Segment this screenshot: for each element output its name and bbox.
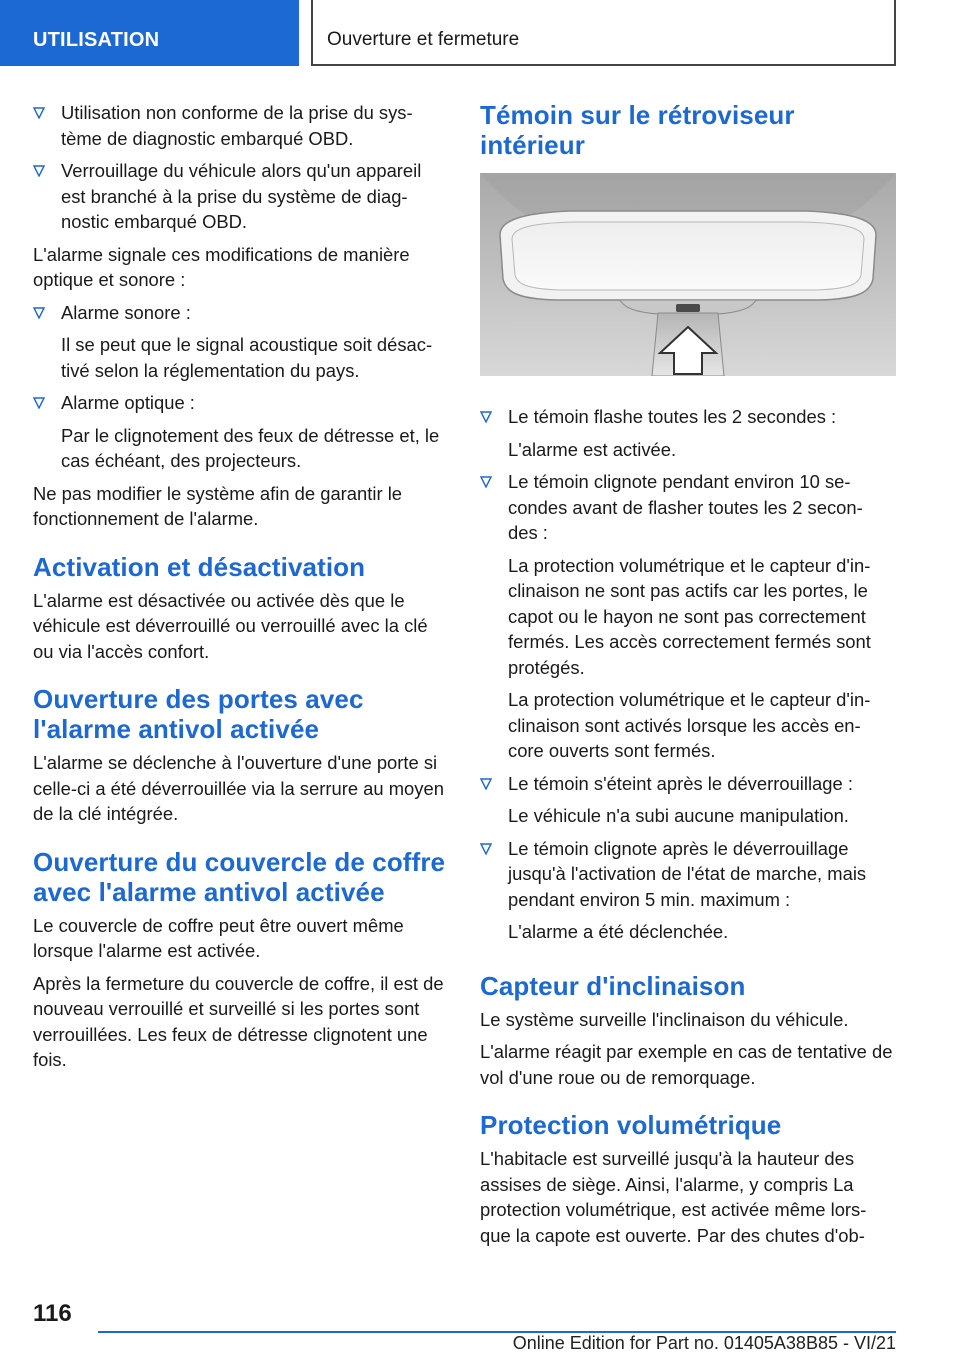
list-item-detail: La protection volumétrique et le capteur d'in‐ clinaison sont activés lorsque les accès en‐ core ouverts sont fermés. (508, 689, 871, 761)
list-item-detail: Il se peut que le signal acoustique soit désac‐ tivé selon la réglementation du pays. (61, 334, 433, 381)
chapter-title: Ouverture et fermeture (327, 29, 520, 50)
triangle-bullet-icon (480, 843, 492, 855)
paragraph: Le couvercle de coffre peut être ouvert même lorsque l'alarme est activée. (33, 914, 404, 961)
section-heading: Capteur d'inclinaison (480, 970, 746, 1001)
section-heading: Activation et désactivation (33, 551, 366, 582)
section-title: UTILISATION (33, 29, 160, 51)
triangle-bullet-icon (480, 411, 492, 423)
left-column (33, 100, 448, 1080)
paragraph: Ne pas modifier le système afin de garantir le fonctionnement de l'alarme. (33, 482, 403, 529)
section-tab (0, 0, 299, 66)
list-item (33, 390, 448, 416)
list-item-label: Alarme sonore : (61, 301, 191, 323)
section-heading: Protection volumétrique (480, 1110, 782, 1140)
list-item-label: Alarme optique : (61, 392, 195, 413)
triangle-bullet-icon (480, 778, 492, 790)
paragraph: L'alarme réagit par exemple en cas de tentative de vol d'une roue ou de remorquage. (480, 1041, 893, 1088)
list-item-detail: La protection volumétrique et le capteur d'in‐ clinaison ne sont pas actifs car les portes, le capot ou le hayon ne sont pas correctement fermés. Les accès correctement fermés sont protégés. (508, 554, 871, 678)
list-item-detail: L'alarme est activée. (508, 438, 677, 460)
paragraph: L'alarme signale ces modifications de manière optique et sonore : (33, 243, 410, 290)
triangle-bullet-icon (33, 307, 45, 319)
section-heading: Ouverture des portes avec l'alarme antivol activée (33, 684, 364, 744)
section-heading: Témoin sur le rétroviseur intérieur (480, 100, 795, 160)
list-item (480, 469, 896, 546)
list-item-text: Verrouillage du véhicule alors qu'un appareil est branché à la prise du système de diag‐ nostic embarqué OBD. (61, 160, 422, 232)
paragraph: Le système surveille l'inclinaison du véhicule. (480, 1008, 849, 1030)
list-item-detail: L'alarme a été déclenchée. (508, 921, 729, 942)
list-item (480, 836, 896, 913)
list-item-detail: Le véhicule n'a subi aucune manipulation. (508, 805, 849, 826)
right-column (480, 100, 896, 1255)
paragraph: L'alarme se déclenche à l'ouverture d'une porte si celle-ci a été déverrouillée via la serrure au moyen de la clé intégrée. (33, 752, 444, 824)
list-item (480, 404, 896, 430)
page-number: 116 (33, 1300, 72, 1327)
chapter-tab (311, 0, 896, 66)
paragraph: Après la fermeture du couvercle de coffre, il est de nouveau verrouillé et surveillé si les portes sont verrouillées. Les feux de détresse clignotent une fois. (33, 972, 444, 1070)
list-item (33, 300, 448, 326)
triangle-bullet-icon (33, 165, 45, 177)
list-item-text: Utilisation non conforme de la prise du sys‐ tème de diagnostic embarqué OBD. (61, 102, 413, 149)
triangle-bullet-icon (480, 476, 492, 488)
rearview-mirror-illustration (480, 173, 896, 376)
paragraph: L'habitacle est surveillé jusqu'à la hauteur des assises de siège. Ainsi, l'alarme, y compris La protection volumétrique, est activée même lors‐ que la capote est ouverte. Par des chutes d'ob‐ (480, 1148, 867, 1246)
list-item (33, 158, 448, 235)
edition-note: Online Edition for Part no. 01405A38B85 - VI/21 (512, 1333, 896, 1353)
list-item (480, 771, 896, 797)
list-item-label: Le témoin s'éteint après le déverrouillage : (508, 772, 853, 794)
triangle-bullet-icon (33, 107, 45, 119)
list-item-label: Le témoin clignote pendant environ 10 se‐ condes avant de flasher toutes les 2 secon‐ des : (508, 471, 863, 543)
paragraph: L'alarme est désactivée ou activée dès que le véhicule est déverrouillé ou verrouillé avec la clé ou via l'accès confort. (33, 589, 428, 662)
triangle-bullet-icon (33, 397, 45, 409)
list-item-label: Le témoin flashe toutes les 2 secondes : (508, 406, 837, 427)
list-item (33, 100, 448, 151)
page-header (0, 0, 960, 66)
list-item-label: Le témoin clignote après le déverrouillage jusqu'à l'activation de l'état de marche, mais pendant environ 5 min. maximum : (508, 837, 867, 910)
section-heading: Ouverture du couvercle de coffre avec l'alarme antivol activée (33, 846, 446, 907)
list-item-detail: Par le clignotement des feux de détresse et, le cas échéant, des projecteurs. (61, 424, 440, 471)
